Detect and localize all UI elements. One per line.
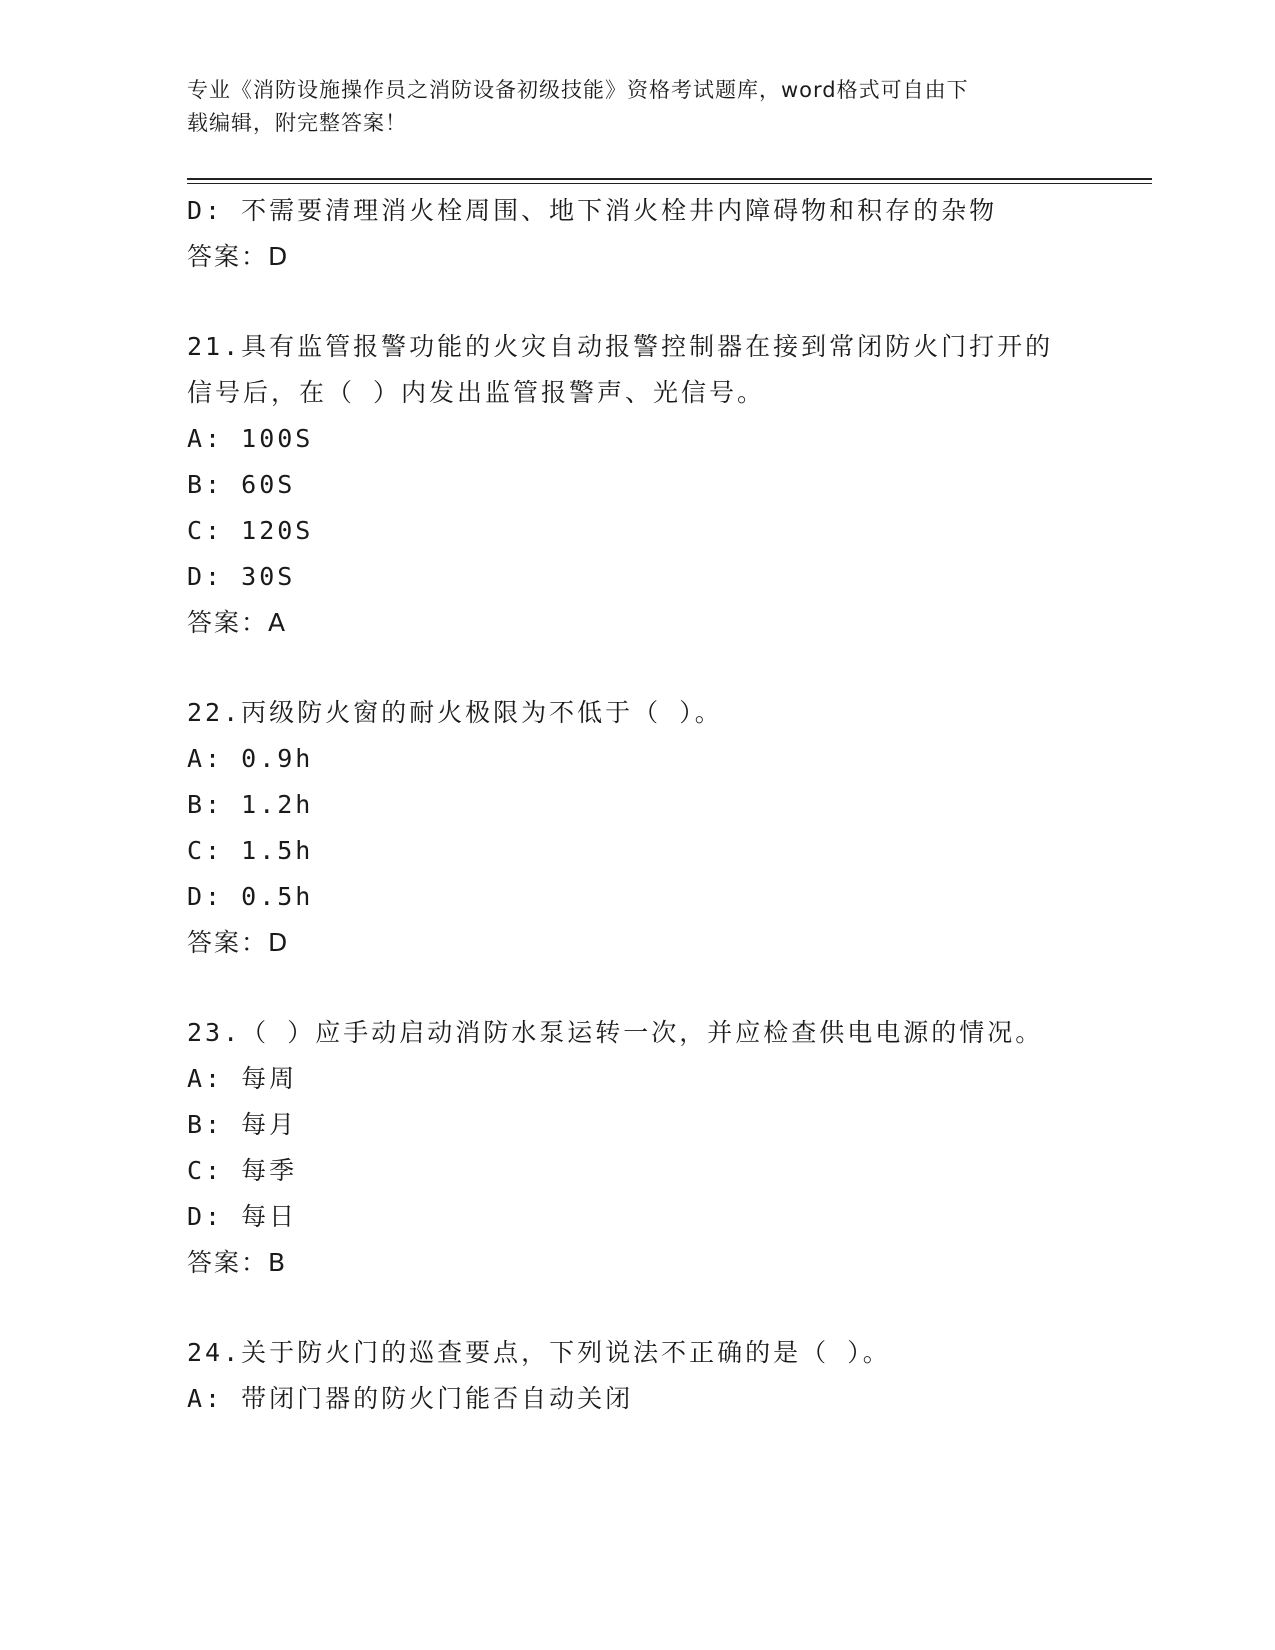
header-line-1: 专业《消防设施操作员之消防设备初级技能》资格考试题库，word格式可自由下 [187,78,969,102]
document-header [187,74,1067,140]
option-b: B: 每月 [187,1110,298,1139]
previous-option-d: D: 不需要清理消火栓周围、地下消火栓井内障碍物和积存的杂物 [187,196,998,225]
option-c: C: 每季 [187,1156,298,1185]
option-a: A: 每周 [187,1064,298,1093]
option-a: A: 100S [187,424,314,453]
question-22 [187,690,1152,966]
option-b: B: 1.2h [187,790,314,819]
question-content [187,188,1152,1422]
answer: 答案：A [187,608,288,637]
question-24 [187,1330,1152,1422]
answer: 答案：D [187,928,290,957]
previous-answer: 答案：D [187,242,290,271]
header-divider-thin [187,183,1152,184]
option-d: D: 30S [187,562,296,591]
option-c: C: 1.5h [187,836,314,865]
question-text-line: 信号后，在（ ）内发出监管报警声、光信号。 [187,378,766,407]
question-text-line: 21.具有监管报警功能的火灾自动报警控制器在接到常闭防火门打开的 [187,332,1054,361]
question-21 [187,324,1152,646]
option-c: C: 120S [187,516,314,545]
option-d: D: 0.5h [187,882,314,911]
answer: 答案：B [187,1248,288,1277]
question-text-line: 22.丙级防火窗的耐火极限为不低于（ ）。 [187,698,723,727]
header-divider-thick [187,178,1152,180]
header-line-2: 载编辑，附完整答案！ [187,111,407,135]
question-text-line: 24.关于防火门的巡查要点，下列说法不正确的是（ ）。 [187,1338,891,1367]
option-d: D: 每日 [187,1202,298,1231]
question-23 [187,1010,1152,1286]
question-text-line: 23.（ ）应手动启动消防水泵运转一次，并应检查供电电源的情况。 [187,1018,1044,1047]
option-a: A: 带闭门器的防火门能否自动关闭 [187,1384,634,1413]
option-b: B: 60S [187,470,296,499]
option-a: A: 0.9h [187,744,314,773]
